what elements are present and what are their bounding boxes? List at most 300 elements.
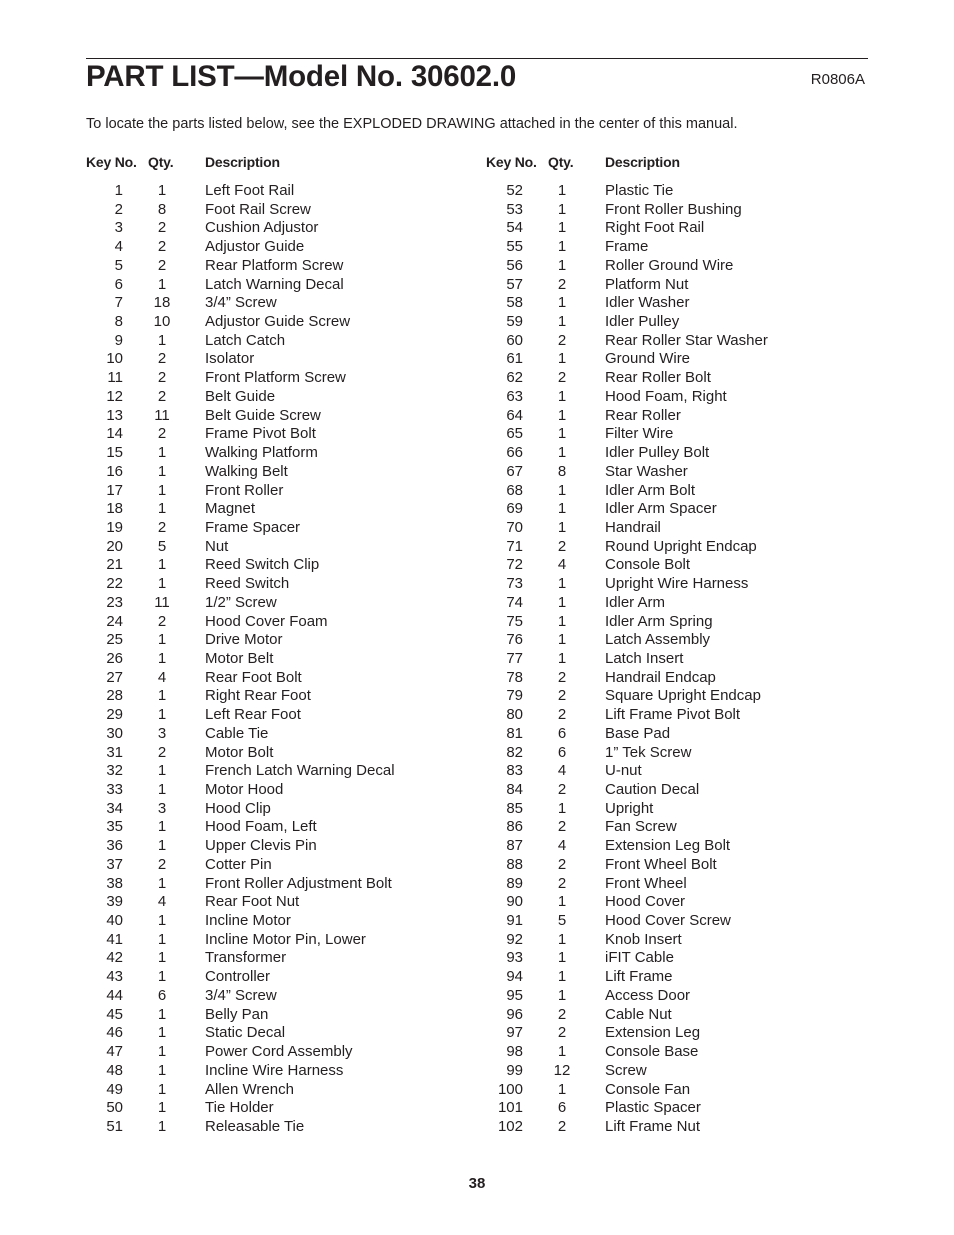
qty-cell: 11 <box>154 593 170 611</box>
qty-cell: 1 <box>557 949 567 967</box>
key-no-header: Key No. <box>486 154 537 170</box>
key-no-cell: 51 <box>106 1117 123 1135</box>
description-cell: Console Fan <box>605 1080 691 1098</box>
qty-cell: 1 <box>157 949 167 967</box>
key-no-cell: 53 <box>506 200 523 218</box>
key-no-cell: 31 <box>106 743 123 761</box>
qty-cell: 6 <box>157 986 167 1004</box>
qty-cell: 1 <box>157 275 167 293</box>
description-cell: Power Cord Assembly <box>205 1043 353 1061</box>
description-cell: Front Roller Adjustment Bolt <box>205 874 392 892</box>
key-no-cell: 100 <box>497 1080 523 1098</box>
description-cell: Hood Clip <box>205 799 271 817</box>
qty-cell: 1 <box>557 799 567 817</box>
qty-cell: 1 <box>157 1005 167 1023</box>
qty-cell: 1 <box>157 1117 167 1135</box>
description-cell: Rear Roller <box>605 406 681 424</box>
qty-cell: 2 <box>557 369 567 387</box>
key-no-cell: 91 <box>506 912 523 930</box>
key-no-cell: 60 <box>506 331 523 349</box>
description-cell: Belt Guide Screw <box>205 406 321 424</box>
key-no-cell: 30 <box>106 724 123 742</box>
qty-cell: 2 <box>557 1005 567 1023</box>
key-no-cell: 20 <box>106 537 123 555</box>
qty-cell: 1 <box>557 649 567 667</box>
description-cell: Lift Frame Pivot Bolt <box>605 706 741 724</box>
qty-cell: 10 <box>153 313 171 331</box>
description-cell: Fan Screw <box>605 818 677 836</box>
qty-cell: 6 <box>557 724 567 742</box>
qty-cell: 1 <box>157 331 167 349</box>
qty-cell: 1 <box>157 1099 167 1117</box>
description-cell: Handrail <box>605 518 661 536</box>
description-cell: Front Roller Bushing <box>605 200 742 218</box>
qty-cell: 2 <box>157 612 167 630</box>
key-no-cell: 76 <box>506 631 523 649</box>
description-cell: Cushion Adjustor <box>205 219 319 237</box>
description-cell: Latch Warning Decal <box>205 275 344 293</box>
description-cell: Extension Leg Bolt <box>605 837 731 855</box>
description-cell: Motor Hood <box>205 781 284 798</box>
key-no-cell: 16 <box>106 462 123 480</box>
qty-cell: 2 <box>157 387 167 405</box>
description-cell: Right Foot Rail <box>605 219 705 237</box>
description-cell: Latch Catch <box>205 331 286 349</box>
qty-cell: 11 <box>154 406 170 424</box>
description-cell: Hood Foam, Right <box>605 387 727 405</box>
qty-cell: 1 <box>557 593 567 611</box>
description-cell: Reed Switch <box>205 575 290 593</box>
key-no-cell: 14 <box>106 425 123 443</box>
description-cell: Cotter Pin <box>205 855 272 873</box>
key-no-cell: 18 <box>106 500 123 518</box>
qty-cell: 2 <box>557 537 567 555</box>
description-cell: Latch Insert <box>605 649 684 667</box>
key-no-cell: 74 <box>506 593 523 611</box>
page-title: PART LIST—Model No. 30602.0 <box>86 60 517 93</box>
qty-cell: 1 <box>157 444 167 462</box>
qty-cell: 1 <box>557 575 567 593</box>
description-cell: Access Door <box>605 986 691 1004</box>
description-cell: Allen Wrench <box>205 1080 294 1098</box>
qty-cell: 2 <box>157 369 167 387</box>
qty-cell: 1 <box>557 200 567 218</box>
description-cell: Knob Insert <box>605 930 682 948</box>
qty-cell: 1 <box>557 182 567 199</box>
key-no-cell: 35 <box>106 818 123 836</box>
key-no-cell: 99 <box>506 1061 523 1079</box>
qty-cell: 6 <box>557 1099 567 1117</box>
qty-header: Qty. <box>148 154 174 170</box>
key-no-cell: 5 <box>114 256 123 274</box>
description-cell: Frame Spacer <box>205 518 301 536</box>
key-no-cell: 101 <box>497 1099 523 1117</box>
description-cell: 1” Tek Screw <box>605 743 692 761</box>
key-no-cell: 77 <box>506 649 523 667</box>
qty-cell: 2 <box>557 331 567 349</box>
key-no-cell: 2 <box>114 200 123 218</box>
key-no-cell: 84 <box>506 781 523 798</box>
qty-cell: 4 <box>157 668 167 686</box>
key-no-cell: 17 <box>106 481 123 499</box>
qty-cell: 2 <box>557 874 567 892</box>
key-no-cell: 23 <box>106 593 123 611</box>
qty-cell: 2 <box>157 350 167 368</box>
qty-cell: 3 <box>157 724 167 742</box>
key-no-cell: 58 <box>506 294 523 312</box>
description-cell: Isolator <box>205 350 255 368</box>
qty-cell: 1 <box>557 1080 567 1098</box>
description-cell: Base Pad <box>605 724 671 742</box>
description-cell: Extension Leg <box>605 1024 701 1042</box>
key-no-cell: 37 <box>106 855 123 873</box>
description-cell: Nut <box>205 537 229 555</box>
key-no-cell: 63 <box>506 387 523 405</box>
qty-cell: 2 <box>157 518 167 536</box>
description-cell: Incline Motor Pin, Lower <box>205 930 366 948</box>
qty-cell: 3 <box>157 799 167 817</box>
key-no-cell: 11 <box>107 369 123 387</box>
key-no-cell: 79 <box>506 687 523 705</box>
qty-cell: 2 <box>157 425 167 443</box>
key-no-cell: 86 <box>506 818 523 836</box>
description-cell: Cable Nut <box>605 1005 672 1023</box>
key-no-cell: 95 <box>506 986 523 1004</box>
qty-cell: 8 <box>557 462 567 480</box>
description-cell: Caution Decal <box>605 781 700 798</box>
qty-cell: 1 <box>157 649 167 667</box>
key-no-cell: 102 <box>497 1117 523 1135</box>
qty-cell: 2 <box>557 1117 567 1135</box>
qty-cell: 2 <box>557 668 567 686</box>
key-no-cell: 10 <box>106 350 123 368</box>
key-no-cell: 96 <box>506 1005 523 1023</box>
qty-header: Qty. <box>548 154 574 170</box>
key-no-cell: 6 <box>114 275 123 293</box>
qty-cell: 1 <box>557 294 567 312</box>
description-cell: Lift Frame <box>605 968 673 986</box>
key-no-cell: 46 <box>106 1024 123 1042</box>
key-no-cell: 92 <box>506 930 523 948</box>
qty-cell: 1 <box>557 1043 567 1061</box>
description-cell: Round Upright Endcap <box>605 537 757 555</box>
qty-cell: 1 <box>157 481 167 499</box>
key-no-header: Key No. <box>86 154 137 170</box>
qty-cell: 1 <box>157 1061 167 1079</box>
qty-cell: 1 <box>557 387 567 405</box>
key-no-cell: 49 <box>106 1080 123 1098</box>
qty-cell: 1 <box>557 350 567 368</box>
qty-cell: 1 <box>557 500 567 518</box>
key-no-cell: 26 <box>106 649 123 667</box>
qty-cell: 1 <box>557 406 567 424</box>
key-no-cell: 78 <box>506 668 523 686</box>
description-cell: Idler Pulley Bolt <box>605 444 710 462</box>
description-cell: Static Decal <box>205 1024 286 1042</box>
qty-cell: 1 <box>157 462 167 480</box>
description-cell: Rear Foot Nut <box>205 893 300 911</box>
description-cell: Rear Roller Star Washer <box>605 331 768 349</box>
key-no-cell: 68 <box>506 481 523 499</box>
qty-cell: 1 <box>557 219 567 237</box>
description-cell: U-nut <box>605 762 642 780</box>
description-cell: Handrail Endcap <box>605 668 716 686</box>
description-cell: iFIT Cable <box>605 949 674 967</box>
key-no-cell: 25 <box>106 631 123 649</box>
key-no-cell: 33 <box>106 781 123 798</box>
key-no-cell: 8 <box>114 313 123 331</box>
qty-cell: 4 <box>557 837 567 855</box>
key-no-cell: 4 <box>114 238 123 256</box>
qty-cell: 2 <box>157 256 167 274</box>
description-cell: Screw <box>605 1061 647 1079</box>
description-cell: Filter Wire <box>605 425 674 443</box>
qty-cell: 2 <box>557 706 567 724</box>
key-no-cell: 1 <box>114 182 123 199</box>
qty-cell: 1 <box>557 893 567 911</box>
qty-cell: 1 <box>157 706 167 724</box>
qty-cell: 1 <box>557 313 567 331</box>
key-no-cell: 7 <box>114 294 123 312</box>
intro-text: To locate the parts listed below, see the EXPLODED DRAWING attached in the center of this manual. <box>86 116 738 132</box>
key-no-cell: 73 <box>506 575 523 593</box>
key-no-cell: 71 <box>506 537 523 555</box>
description-cell: Idler Arm <box>605 593 666 611</box>
description-cell: Belly Pan <box>205 1005 269 1023</box>
description-cell: Releasable Tie <box>205 1117 305 1135</box>
key-no-cell: 55 <box>506 238 523 256</box>
key-no-cell: 59 <box>506 313 523 331</box>
qty-cell: 1 <box>157 818 167 836</box>
key-no-cell: 50 <box>106 1099 123 1117</box>
description-cell: Hood Cover Screw <box>605 912 731 930</box>
description-cell: Left Rear Foot <box>205 706 301 724</box>
qty-cell: 1 <box>157 837 167 855</box>
qty-cell: 2 <box>157 743 167 761</box>
description-cell: 1/2” Screw <box>205 593 277 611</box>
key-no-cell: 61 <box>506 350 523 368</box>
description-cell: French Latch Warning Decal <box>205 762 395 780</box>
key-no-cell: 88 <box>506 855 523 873</box>
qty-cell: 1 <box>557 256 567 274</box>
description-header: Description <box>605 154 680 170</box>
key-no-cell: 54 <box>506 219 523 237</box>
description-cell: Motor Belt <box>205 649 274 667</box>
key-no-cell: 69 <box>506 500 523 518</box>
key-no-cell: 83 <box>506 762 523 780</box>
key-no-cell: 44 <box>106 986 123 1004</box>
description-cell: Magnet <box>205 500 256 518</box>
qty-cell: 1 <box>157 687 167 705</box>
description-cell: Tie Holder <box>205 1099 274 1117</box>
qty-cell: 12 <box>553 1061 571 1079</box>
description-cell: Latch Assembly <box>605 631 711 649</box>
qty-cell: 2 <box>557 818 567 836</box>
description-cell: 3/4” Screw <box>205 294 277 312</box>
description-cell: Platform Nut <box>605 275 689 293</box>
description-cell: Transformer <box>205 949 287 967</box>
key-no-cell: 70 <box>506 518 523 536</box>
qty-cell: 2 <box>557 275 567 293</box>
description-cell: Front Platform Screw <box>205 369 346 387</box>
qty-cell: 1 <box>157 556 167 574</box>
description-cell: 3/4” Screw <box>205 986 277 1004</box>
description-cell: Belt Guide <box>205 387 276 405</box>
description-cell: Front Wheel <box>605 874 687 892</box>
description-cell: Idler Washer <box>605 294 690 312</box>
key-no-cell: 72 <box>506 556 523 574</box>
description-cell: Incline Wire Harness <box>205 1061 344 1079</box>
qty-cell: 1 <box>557 612 567 630</box>
key-no-cell: 85 <box>506 799 523 817</box>
qty-cell: 2 <box>157 238 167 256</box>
key-no-cell: 97 <box>506 1024 523 1042</box>
description-cell: Cable Tie <box>205 724 269 742</box>
qty-cell: 1 <box>557 631 567 649</box>
qty-cell: 6 <box>557 743 567 761</box>
key-no-cell: 93 <box>506 949 523 967</box>
key-no-cell: 98 <box>506 1043 523 1061</box>
description-cell: Rear Foot Bolt <box>205 668 302 686</box>
qty-cell: 1 <box>557 930 567 948</box>
key-no-cell: 24 <box>106 612 123 630</box>
description-cell: Adjustor Guide <box>205 238 305 256</box>
qty-cell: 5 <box>557 912 567 930</box>
key-no-cell: 34 <box>106 799 123 817</box>
key-no-cell: 90 <box>506 893 523 911</box>
key-no-cell: 80 <box>506 706 523 724</box>
qty-cell: 1 <box>157 631 167 649</box>
page-number: 38 <box>468 1175 486 1192</box>
description-cell: Console Bolt <box>605 556 691 574</box>
qty-cell: 1 <box>157 930 167 948</box>
description-cell: Incline Motor <box>205 912 291 930</box>
qty-cell: 2 <box>557 687 567 705</box>
key-no-cell: 81 <box>506 724 523 742</box>
description-cell: Right Rear Foot <box>205 687 311 705</box>
description-cell: Console Base <box>605 1043 699 1061</box>
key-no-cell: 41 <box>106 930 123 948</box>
description-cell: Roller Ground Wire <box>605 256 734 274</box>
qty-cell: 1 <box>157 500 167 518</box>
description-cell: Ground Wire <box>605 350 691 368</box>
description-cell: Walking Belt <box>205 462 288 480</box>
key-no-cell: 12 <box>106 387 123 405</box>
description-cell: Star Washer <box>605 462 688 480</box>
description-cell: Idler Arm Bolt <box>605 481 696 499</box>
qty-cell: 4 <box>557 556 567 574</box>
key-no-cell: 29 <box>106 706 123 724</box>
description-cell: Rear Roller Bolt <box>605 369 711 387</box>
description-cell: Frame Pivot Bolt <box>205 425 316 443</box>
key-no-cell: 13 <box>106 406 123 424</box>
description-cell: Front Wheel Bolt <box>605 855 717 873</box>
description-cell: Front Roller <box>205 481 284 499</box>
description-cell: Controller <box>205 968 271 986</box>
description-cell: Hood Cover Foam <box>205 612 328 630</box>
key-no-cell: 48 <box>106 1061 123 1079</box>
description-cell: Idler Arm Spacer <box>605 500 717 518</box>
key-no-cell: 19 <box>106 518 123 536</box>
key-no-cell: 39 <box>106 893 123 911</box>
description-cell: Walking Platform <box>205 444 318 462</box>
description-cell: Motor Bolt <box>205 743 274 761</box>
qty-cell: 1 <box>157 182 167 199</box>
key-no-cell: 82 <box>506 743 523 761</box>
key-no-cell: 52 <box>506 182 523 199</box>
key-no-cell: 57 <box>506 275 523 293</box>
key-no-cell: 45 <box>106 1005 123 1023</box>
key-no-cell: 38 <box>106 874 123 892</box>
description-cell: Frame <box>605 238 649 256</box>
qty-cell: 1 <box>557 968 567 986</box>
key-no-cell: 62 <box>506 369 523 387</box>
key-no-cell: 3 <box>114 219 123 237</box>
qty-cell: 1 <box>157 968 167 986</box>
qty-cell: 18 <box>153 294 171 312</box>
description-cell: Plastic Spacer <box>605 1099 701 1117</box>
description-cell: Left Foot Rail <box>205 182 295 199</box>
qty-cell: 1 <box>157 1080 167 1098</box>
key-no-cell: 27 <box>106 668 123 686</box>
key-no-cell: 94 <box>506 968 523 986</box>
description-cell: Drive Motor <box>205 631 283 649</box>
key-no-cell: 40 <box>106 912 123 930</box>
qty-cell: 1 <box>157 874 167 892</box>
description-cell: Idler Arm Spring <box>605 612 713 630</box>
key-no-cell: 66 <box>506 444 523 462</box>
key-no-cell: 22 <box>106 575 123 593</box>
description-cell: Reed Switch Clip <box>205 556 320 574</box>
qty-cell: 2 <box>157 855 167 873</box>
description-cell: Idler Pulley <box>605 313 680 331</box>
key-no-cell: 9 <box>114 331 123 349</box>
qty-cell: 5 <box>157 537 167 555</box>
qty-cell: 4 <box>557 762 567 780</box>
qty-cell: 1 <box>557 238 567 256</box>
qty-cell: 1 <box>157 1024 167 1042</box>
description-cell: Plastic Tie <box>605 182 674 199</box>
qty-cell: 2 <box>157 219 167 237</box>
description-cell: Foot Rail Screw <box>205 200 311 218</box>
description-cell: Adjustor Guide Screw <box>205 313 351 331</box>
qty-cell: 2 <box>557 855 567 873</box>
qty-cell: 1 <box>557 481 567 499</box>
qty-cell: 1 <box>157 781 167 798</box>
key-no-cell: 32 <box>106 762 123 780</box>
key-no-cell: 15 <box>106 444 123 462</box>
qty-cell: 8 <box>157 200 167 218</box>
qty-cell: 1 <box>157 912 167 930</box>
key-no-cell: 56 <box>506 256 523 274</box>
description-cell: Rear Platform Screw <box>205 256 344 274</box>
qty-cell: 1 <box>557 425 567 443</box>
description-cell: Upright <box>605 799 654 817</box>
key-no-cell: 28 <box>106 687 123 705</box>
key-no-cell: 21 <box>106 556 123 574</box>
qty-cell: 1 <box>157 762 167 780</box>
description-cell: Hood Cover <box>605 893 686 911</box>
description-cell: Upper Clevis Pin <box>205 837 317 855</box>
description-cell: Square Upright Endcap <box>605 687 761 705</box>
description-header: Description <box>205 154 280 170</box>
description-cell: Upright Wire Harness <box>605 575 749 593</box>
key-no-cell: 42 <box>106 949 123 967</box>
key-no-cell: 64 <box>506 406 523 424</box>
key-no-cell: 36 <box>106 837 123 855</box>
key-no-cell: 43 <box>106 968 123 986</box>
key-no-cell: 65 <box>506 425 523 443</box>
